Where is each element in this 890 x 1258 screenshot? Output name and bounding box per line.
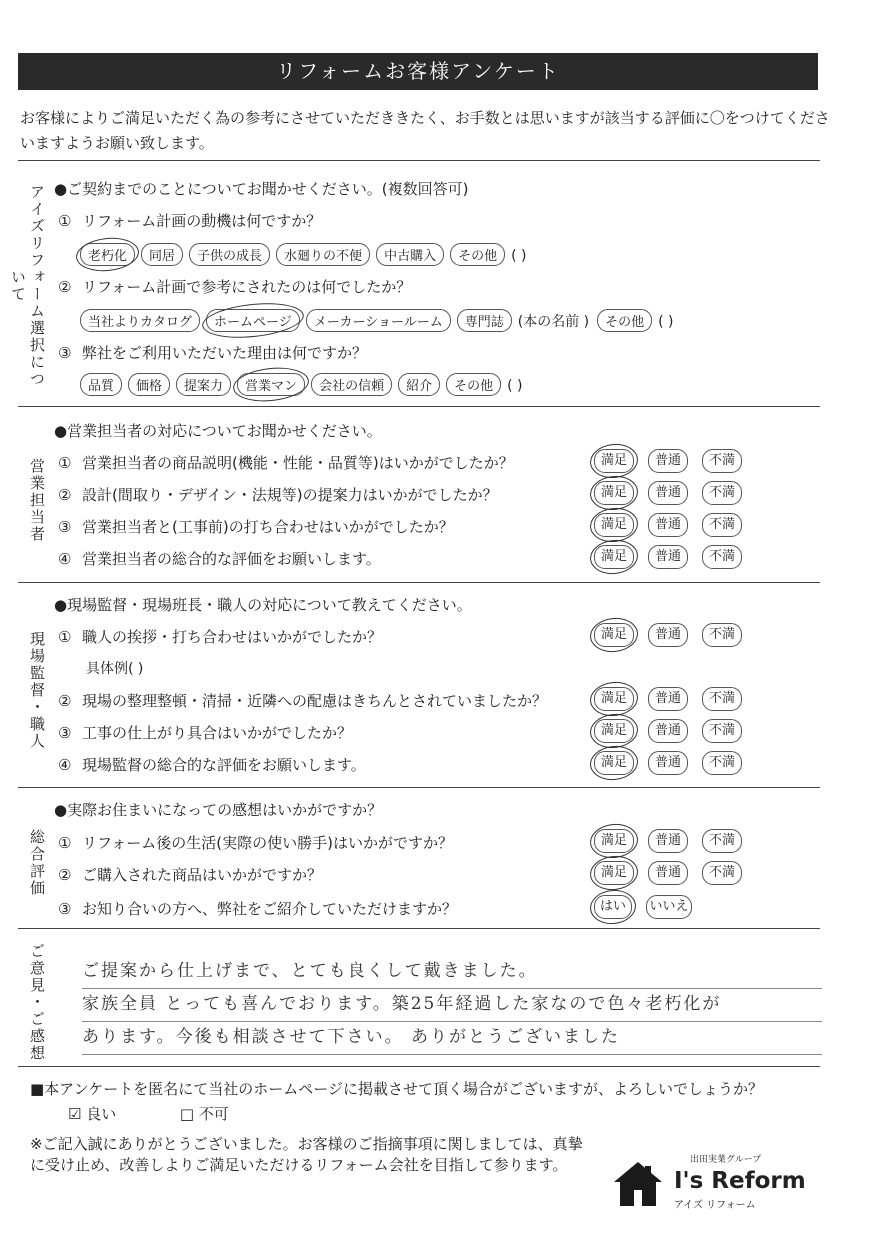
q-number: ② bbox=[58, 692, 72, 710]
other-paren[interactable]: ( ) bbox=[507, 378, 523, 394]
rating-row bbox=[594, 829, 756, 853]
comment-line: あります。今後も相談させて下さい。 ありがとうございました bbox=[82, 1022, 822, 1055]
rating-good[interactable]: 満足 bbox=[594, 829, 634, 853]
rating-normal[interactable]: 普通 bbox=[648, 751, 688, 775]
section4-q3 bbox=[58, 898, 457, 919]
rating-row bbox=[594, 449, 756, 473]
section2-side-label: 営業担当者 bbox=[28, 457, 46, 543]
q-text: お知り合いの方へ、弊社をご紹介していただけますか？ bbox=[82, 900, 458, 918]
divider bbox=[18, 1066, 820, 1067]
rating-good[interactable]: 満足 bbox=[594, 449, 634, 473]
q-text: 営業担当者の商品説明(機能・性能・品質等)はいかがでしたか？ bbox=[82, 454, 514, 472]
section1-q2 bbox=[58, 276, 411, 297]
section1-header: ●ご契約までのことについてお聞かせください。(複数回答可) bbox=[54, 180, 469, 198]
q1-options bbox=[80, 243, 526, 266]
rating-row bbox=[594, 513, 756, 537]
section1-side-label: アイズリフォーム選択について bbox=[9, 184, 46, 388]
section4-header: ●実際お住まいになっての感想はいかがですか？ bbox=[54, 801, 383, 819]
comment-line: 家族全員 とっても喜んでおります。築25年経過した家なので色々老朽化が bbox=[82, 989, 822, 1022]
q-number: ① bbox=[58, 454, 72, 472]
q-text: 営業担当者と(工事前)の打ち合わせはいかがでしたか？ bbox=[82, 518, 454, 536]
rating-bad[interactable]: 不満 bbox=[702, 751, 742, 775]
rating-normal[interactable]: 普通 bbox=[648, 719, 688, 743]
label-no: 不可 bbox=[198, 1105, 229, 1123]
section2-q2 bbox=[58, 484, 498, 505]
q-text: 設計(間取り・デザイン・法規等)の提案力はいかがでしたか？ bbox=[82, 486, 498, 504]
q-text: 工事の仕上がり具合はいかがでしたか？ bbox=[82, 724, 353, 742]
q-number: ④ bbox=[58, 756, 72, 774]
q-number: ③ bbox=[58, 724, 72, 742]
option-child-growth[interactable]: 子供の成長 bbox=[189, 243, 270, 266]
rating-bad[interactable]: 不満 bbox=[702, 623, 742, 647]
option-proposal[interactable]: 提案力 bbox=[176, 373, 231, 396]
q-number: ③ bbox=[58, 900, 72, 918]
rating-bad[interactable]: 不満 bbox=[702, 545, 742, 569]
section4-side-label: 総合評価 bbox=[28, 829, 46, 897]
thanks-line-1: ※ご記入誠にありがとうございました。お客様のご指摘事項に関しましては、真摯 bbox=[30, 1135, 583, 1153]
rating-row bbox=[594, 687, 756, 711]
option-price[interactable]: 価格 bbox=[128, 373, 170, 396]
q-text: 弊社をご利用いただいた理由は何ですか？ bbox=[82, 344, 368, 362]
option-showroom[interactable]: メーカーショールーム bbox=[306, 309, 451, 332]
rating-good[interactable]: 満足 bbox=[594, 861, 634, 885]
section3-q2 bbox=[58, 690, 547, 711]
section4-q2 bbox=[58, 864, 322, 885]
permission-options bbox=[68, 1103, 229, 1124]
answer-no[interactable]: いいえ bbox=[646, 895, 692, 919]
q-text: リフォーム計画で参考にされたのは何でしたか？ bbox=[82, 278, 412, 296]
option-aging[interactable]: 老朽化 bbox=[80, 243, 135, 266]
page-title: リフォームお客様アンケート bbox=[18, 53, 818, 90]
option-trust[interactable]: 会社の信頼 bbox=[311, 373, 392, 396]
option-quality[interactable]: 品質 bbox=[80, 373, 122, 396]
section3-side-label: 現場監督・職人 bbox=[28, 630, 46, 750]
section2-q4 bbox=[58, 548, 381, 569]
other-paren[interactable]: ( ) bbox=[658, 314, 674, 330]
section5-side-label: ご意見・ご感想 bbox=[28, 943, 46, 1062]
logo-kana: アイズ リフォーム bbox=[674, 1200, 756, 1211]
rating-bad[interactable]: 不満 bbox=[702, 687, 742, 711]
q2-options bbox=[80, 309, 674, 332]
logo-group: 出田実業グループ bbox=[690, 1155, 762, 1165]
label-yes: 良い bbox=[86, 1105, 117, 1123]
answer-yes[interactable]: はい bbox=[594, 895, 632, 919]
option-referral[interactable]: 紹介 bbox=[398, 373, 440, 396]
rating-normal[interactable]: 普通 bbox=[648, 829, 688, 853]
section2-q1 bbox=[58, 452, 514, 473]
rating-good[interactable]: 満足 bbox=[594, 481, 634, 505]
rating-normal[interactable]: 普通 bbox=[648, 449, 688, 473]
book-name-paren[interactable]: (本の名前 ) bbox=[517, 314, 590, 330]
option-other[interactable]: その他 bbox=[450, 243, 505, 266]
rating-bad[interactable]: 不満 bbox=[702, 513, 742, 537]
rating-good[interactable]: 満足 bbox=[594, 687, 634, 711]
divider bbox=[18, 928, 820, 929]
permission-question: ■本アンケートを匿名にて当社のホームページに掲載させて頂く場合がございますが、よろしいでしょうか？ bbox=[30, 1080, 763, 1098]
section1-q1 bbox=[58, 210, 321, 231]
option-homepage[interactable]: ホームページ bbox=[206, 309, 300, 332]
q-number: ① bbox=[58, 834, 72, 852]
q-text: ご購入された商品はいかがですか？ bbox=[82, 866, 323, 884]
rating-good[interactable]: 満足 bbox=[594, 623, 634, 647]
option-water[interactable]: 水廻りの不便 bbox=[276, 243, 370, 266]
rating-normal[interactable]: 普通 bbox=[648, 687, 688, 711]
company-logo bbox=[612, 1152, 822, 1212]
intro-text: お客様によりご満足いただく為の参考にさせていただききたく、お手数とは思いますが該当する評価に〇をつけてくださいますようお願い致します。 bbox=[20, 109, 830, 152]
section1-q3 bbox=[58, 342, 367, 363]
divider bbox=[18, 787, 820, 788]
rating-normal[interactable]: 普通 bbox=[648, 623, 688, 647]
thanks-line-2: に受け止め、改善しよりご満足いただけるリフォーム会社を目指して参ります。 bbox=[30, 1156, 568, 1174]
rating-normal[interactable]: 普通 bbox=[648, 545, 688, 569]
rating-good[interactable]: 満足 bbox=[594, 751, 634, 775]
checkbox-yes[interactable]: ☑ bbox=[68, 1105, 82, 1123]
section3-q3 bbox=[58, 722, 352, 743]
q-text: 職人の挨拶・打ち合わせはいかがでしたか？ bbox=[82, 628, 383, 646]
divider bbox=[18, 582, 820, 583]
q-number: ④ bbox=[58, 550, 72, 568]
rating-bad[interactable]: 不満 bbox=[702, 449, 742, 473]
rating-good[interactable]: 満足 bbox=[594, 545, 634, 569]
rating-row bbox=[594, 545, 756, 569]
q-text: 現場の整理整頓・清掃・近隣への配慮はきちんとされていましたか？ bbox=[82, 692, 548, 710]
rating-bad[interactable]: 不満 bbox=[702, 719, 742, 743]
option-catalog[interactable]: 当社よりカタログ bbox=[80, 309, 200, 332]
section2-q3 bbox=[58, 516, 454, 537]
checkbox-no[interactable]: □ bbox=[179, 1105, 194, 1123]
rating-normal[interactable]: 普通 bbox=[648, 861, 688, 885]
rating-row bbox=[594, 623, 756, 647]
rating-good[interactable]: 満足 bbox=[594, 513, 634, 537]
section3-q1 bbox=[58, 626, 382, 647]
option-cohabit[interactable]: 同居 bbox=[141, 243, 183, 266]
rating-bad[interactable]: 不満 bbox=[702, 829, 742, 853]
section4-q1 bbox=[58, 832, 453, 853]
q-number: ② bbox=[58, 486, 72, 504]
option-other[interactable]: その他 bbox=[446, 373, 501, 396]
other-paren[interactable]: ( ) bbox=[511, 248, 527, 264]
q-number: ③ bbox=[58, 518, 72, 536]
divider bbox=[18, 406, 820, 407]
q-text: 現場監督の総合的な評価をお願いします。 bbox=[82, 756, 366, 774]
q-number: ① bbox=[58, 212, 72, 230]
option-used-purchase[interactable]: 中古購入 bbox=[376, 243, 444, 266]
comment-line: ご提案から仕上げまで、とても良くして戴きました。 bbox=[82, 956, 822, 989]
rating-row bbox=[594, 861, 756, 885]
logo-brand: I's Reform bbox=[674, 1168, 806, 1194]
q-number: ② bbox=[58, 866, 72, 884]
section2-header: ●営業担当者の対応についてお聞かせください。 bbox=[54, 422, 382, 440]
rating-row bbox=[594, 751, 756, 775]
rating-row bbox=[594, 481, 756, 505]
rating-good[interactable]: 満足 bbox=[594, 719, 634, 743]
example-field[interactable]: 具体例( ) bbox=[86, 661, 144, 677]
house-icon bbox=[612, 1160, 664, 1208]
section3-q4 bbox=[58, 754, 366, 775]
q-text: リフォーム後の生活(実際の使い勝手)はいかがですか？ bbox=[82, 834, 453, 852]
yes-no-row bbox=[594, 895, 706, 919]
q-number: ③ bbox=[58, 344, 72, 362]
q-text: リフォーム計画の動機は何ですか？ bbox=[82, 212, 322, 230]
divider bbox=[18, 160, 820, 161]
q-number: ① bbox=[58, 628, 72, 646]
rating-row bbox=[594, 719, 756, 743]
section3-header: ●現場監督・現場班長・職人の対応について教えてください。 bbox=[54, 596, 472, 614]
option-magazine[interactable]: 専門誌 bbox=[457, 309, 512, 332]
rating-bad[interactable]: 不満 bbox=[702, 481, 742, 505]
q-number: ② bbox=[58, 278, 72, 296]
comments-area[interactable] bbox=[82, 956, 822, 1055]
rating-normal[interactable]: 普通 bbox=[648, 513, 688, 537]
rating-bad[interactable]: 不満 bbox=[702, 861, 742, 885]
q3-options bbox=[80, 373, 522, 396]
rating-normal[interactable]: 普通 bbox=[648, 481, 688, 505]
q-text: 営業担当者の総合的な評価をお願いします。 bbox=[82, 550, 381, 568]
option-other[interactable]: その他 bbox=[597, 309, 652, 332]
option-salesperson[interactable]: 営業マン bbox=[237, 373, 305, 396]
